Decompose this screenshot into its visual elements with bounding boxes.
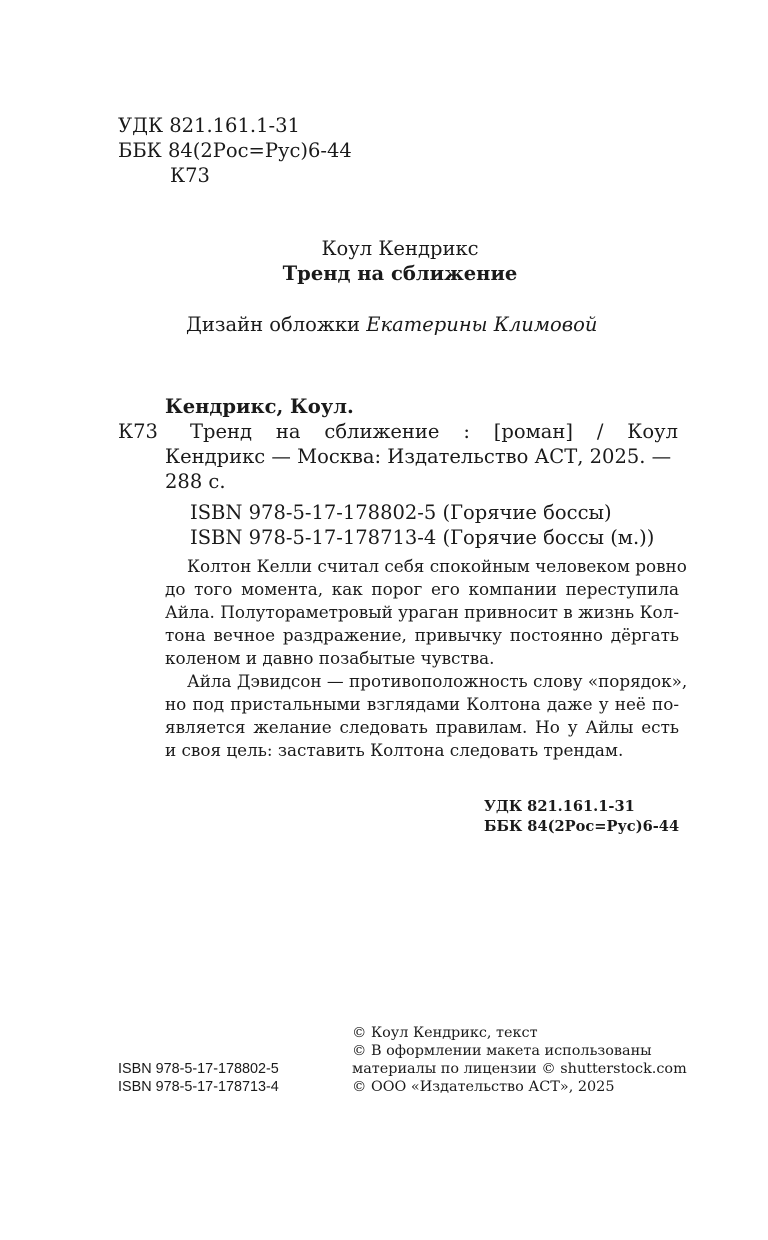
- catalog-isbn: ISBN 978-5-17-178713-4 (Горячие боссы (м.)): [190, 526, 655, 549]
- annotation-line: является желание следовать правилам. Но у Айлы есть: [165, 717, 679, 737]
- cover-designer-name: Екатерины Климовой: [366, 313, 598, 336]
- cover-design-prefix: Дизайн обложки: [186, 313, 361, 336]
- copyright-line: материалы по лицензии © shutterstock.com: [352, 1061, 687, 1077]
- book-title: Тренд на сближение: [282, 262, 518, 285]
- bbk-code: ББК 84(2Рос=Рус)6-44: [118, 139, 352, 162]
- cover-design-credit: [186, 313, 597, 337]
- catalog-isbn: ISBN 978-5-17-178802-5 (Горячие боссы): [190, 501, 612, 524]
- catalog-heading: Кендрикс, Коул.: [165, 395, 354, 418]
- copyright-line: © ООО «Издательство АСТ», 2025: [352, 1079, 615, 1095]
- annotation-line: тона вечное раздражение, привычку постоянно дёргать: [165, 625, 679, 645]
- annotation-line: Айла Дэвидсон — противоположность слову «порядок»,: [187, 671, 688, 691]
- bottom-bbk-code: ББК 84(2Рос=Рус)6-44: [484, 818, 680, 835]
- catalog-sign: К73: [118, 420, 158, 443]
- catalog-line: Тренд на сближение : [роман] / Коул: [190, 420, 678, 443]
- copyright-line: © Коул Кендрикс, текст: [352, 1025, 538, 1041]
- catalog-line: 288 с.: [165, 470, 226, 493]
- annotation-line: Айла. Полутораметровый ураган привносит в жизнь Кол-: [165, 602, 679, 622]
- annotation-line: Колтон Келли считал себя спокойным человеком ровно: [187, 556, 687, 576]
- author-sign: К73: [170, 164, 210, 187]
- annotation-line: и своя цель: заставить Колтона следовать трендам.: [165, 740, 624, 760]
- bottom-udk-code: УДК 821.161.1-31: [484, 798, 635, 815]
- footer-isbn: ISBN 978-5-17-178802-5: [118, 1061, 279, 1077]
- annotation-line: коленом и давно позабытые чувства.: [165, 648, 495, 668]
- annotation-line: но под пристальными взглядами Колтона даже у неё по-: [165, 694, 679, 714]
- book-author: Коул Кендрикс: [321, 237, 479, 260]
- udk-code: УДК 821.161.1-31: [118, 114, 300, 137]
- footer-isbn: ISBN 978-5-17-178713-4: [118, 1079, 279, 1095]
- catalog-line: Кендрикс — Москва: Издательство АСТ, 2025. —: [165, 445, 672, 468]
- copyright-line: © В оформлении макета использованы: [352, 1043, 652, 1059]
- annotation-line: до того момента, как порог его компании переступила: [165, 579, 679, 599]
